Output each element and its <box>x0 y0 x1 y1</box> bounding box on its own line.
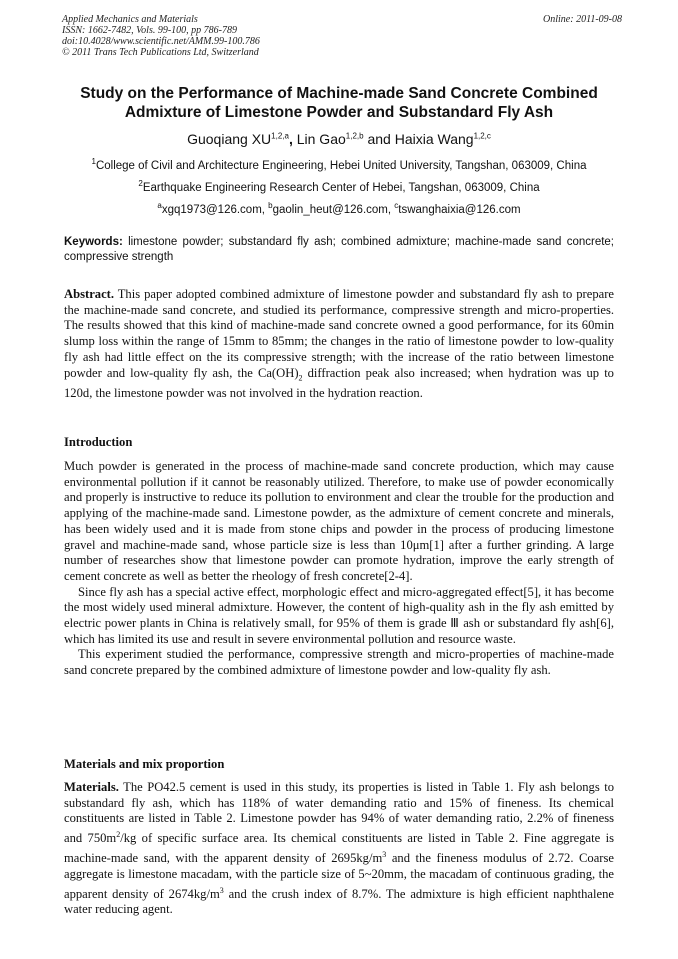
materials-heading: Materials and mix proportion <box>64 757 225 771</box>
materials-label: Materials. <box>64 780 119 794</box>
abstract: Abstract. This paper adopted combined admixture of limestone powder and substandard fly ash to prepare the machine-made sand concrete, and studied its performance, compressive strength and micro-properties. The results showed that this kind of machine-made sand concrete owned a good performance, for its 60min slump loss within the range of 15mm to 85mm; the changes in the ratio of limestone powder to low-quality fly ash had little effect on the its compressive strength; with the increase of the ratio between limestone powder and low-quality fly ash, the $Ca(OH)_2$ diffraction peak also increased; when hydration was up to 120d, the limestone powder was not involved in the hydration reaction. <box>64 287 614 400</box>
intro-paragraph-1: Much powder is generated in the process of machine-made sand concrete production, which may cause environmental pollution if it cannot be reasonably utilized. Therefore, to make use of powder economically and properly is instructive to reduce its pollution to environment and clear the trouble for the production and applying of the machine-made sand. Limestone powder, as the admixture of cement concrete and minerals, has been widely used and it is made from stone chips and powder in the process of producing limestone gravel and machine-made sand, whose particle size is less than 10μm[1] after a further grinding. A large number of researches show that limestone powder can promote hydration, improve the early strength of cement concrete as well as better the rheology of fresh concrete[2-4]. <box>64 459 614 583</box>
materials-body: Materials. The PO42.5 cement is used in this study, its properties is listed in Table 1. Fly ash belongs to substandard fly ash, which has 118% of water demanding ratio and 15% of fineness. Its chemical constituents are listed in Table 2. Limestone powder has 94% of water demanding ratio, 2.2% of fineness and $750m^2/kg$ of specific surface area. Its chemical constituents are listed in Table 2. Fine aggregate is machine-made sand, with the apparent density of $2695kg/m^3$ and the fineness modulus of 2.72. Coarse aggregate is limestone macadam, with the particle size of 5~20mm, the macadam of continuous grading, the apparent density of $2674kg/m^3$ and the crush index of 8.7%. The admixture is high efficient naphthalene water reducing agent. <box>64 780 614 917</box>
keywords-label: Keywords: <box>64 236 123 248</box>
author-1-affil: 1,2,a <box>271 131 289 141</box>
author-emails: $^a$xgq1973@126.com, $^b$gaolin_heut@126.com, $^c$tswanghaixia@126.com <box>157 201 521 216</box>
introduction-heading: Introduction <box>64 435 133 449</box>
keywords <box>64 235 614 265</box>
introduction-body <box>64 459 614 679</box>
doi-line: doi:10.4028/www.scientific.net/AMM.99-100.786 <box>62 36 260 47</box>
abstract-label: Abstract. <box>64 287 115 301</box>
publication-info <box>62 14 622 58</box>
author-2-affil: 1,2,b <box>345 131 364 141</box>
paper-title <box>40 84 638 122</box>
author-3: and Haixia Wang <box>363 131 474 147</box>
intro-paragraph-2: Since fly ash has a special active effect, morphologic effect and micro-aggregated effect[5], it has become the most widely used mineral admixture. However, the content of high-quality ash in the fly ash emitted by electric power plants in China is relatively small, for 95% of them is grade Ⅲ ash or substandard fly ash[6], which has limited its use and result in severe environmental pollution and resource waste. <box>64 584 614 646</box>
affiliation-2: $^2$Earthquake Engineering Research Center of Hebei, Tangshan, 063009, China <box>138 179 540 194</box>
author-3-affil: 1,2,c <box>473 131 491 141</box>
intro-paragraph-3: This experiment studied the performance, compressive strength and micro-properties of machine-made sand concrete prepared by the combined admixture of limestone powder and low-quality fly ash. <box>64 647 614 678</box>
issn-line: ISSN: 1662-7482, Vols. 99-100, pp 786-789 <box>62 25 237 36</box>
online-date: Online: 2011-09-08 <box>543 14 622 25</box>
affiliation-1: $^1$College of Civil and Architecture Engineering, Hebei United University, Tangshan, 063009, China <box>91 157 587 172</box>
title-line-1: Study on the Performance of Machine-made Sand Concrete Combined <box>80 85 598 102</box>
copyright-line: © 2011 Trans Tech Publications Ltd, Switzerland <box>62 47 259 58</box>
keywords-text: limestone powder; substandard fly ash; combined admixture; machine-made sand concrete; compressive strength <box>64 236 614 263</box>
author-list: Guoqiang XU$^{1,2,a}$, Lin Gao$^{1,2,b}$ and Haixia Wang$^{1,2,c}$ <box>187 131 491 147</box>
author-2: Lin Gao <box>296 131 346 147</box>
title-line-2: Admixture of Limestone Powder and Substandard Fly Ash <box>124 104 554 121</box>
author-1: Guoqiang XU <box>187 131 272 147</box>
journal-name: Applied Mechanics and Materials <box>62 14 198 25</box>
